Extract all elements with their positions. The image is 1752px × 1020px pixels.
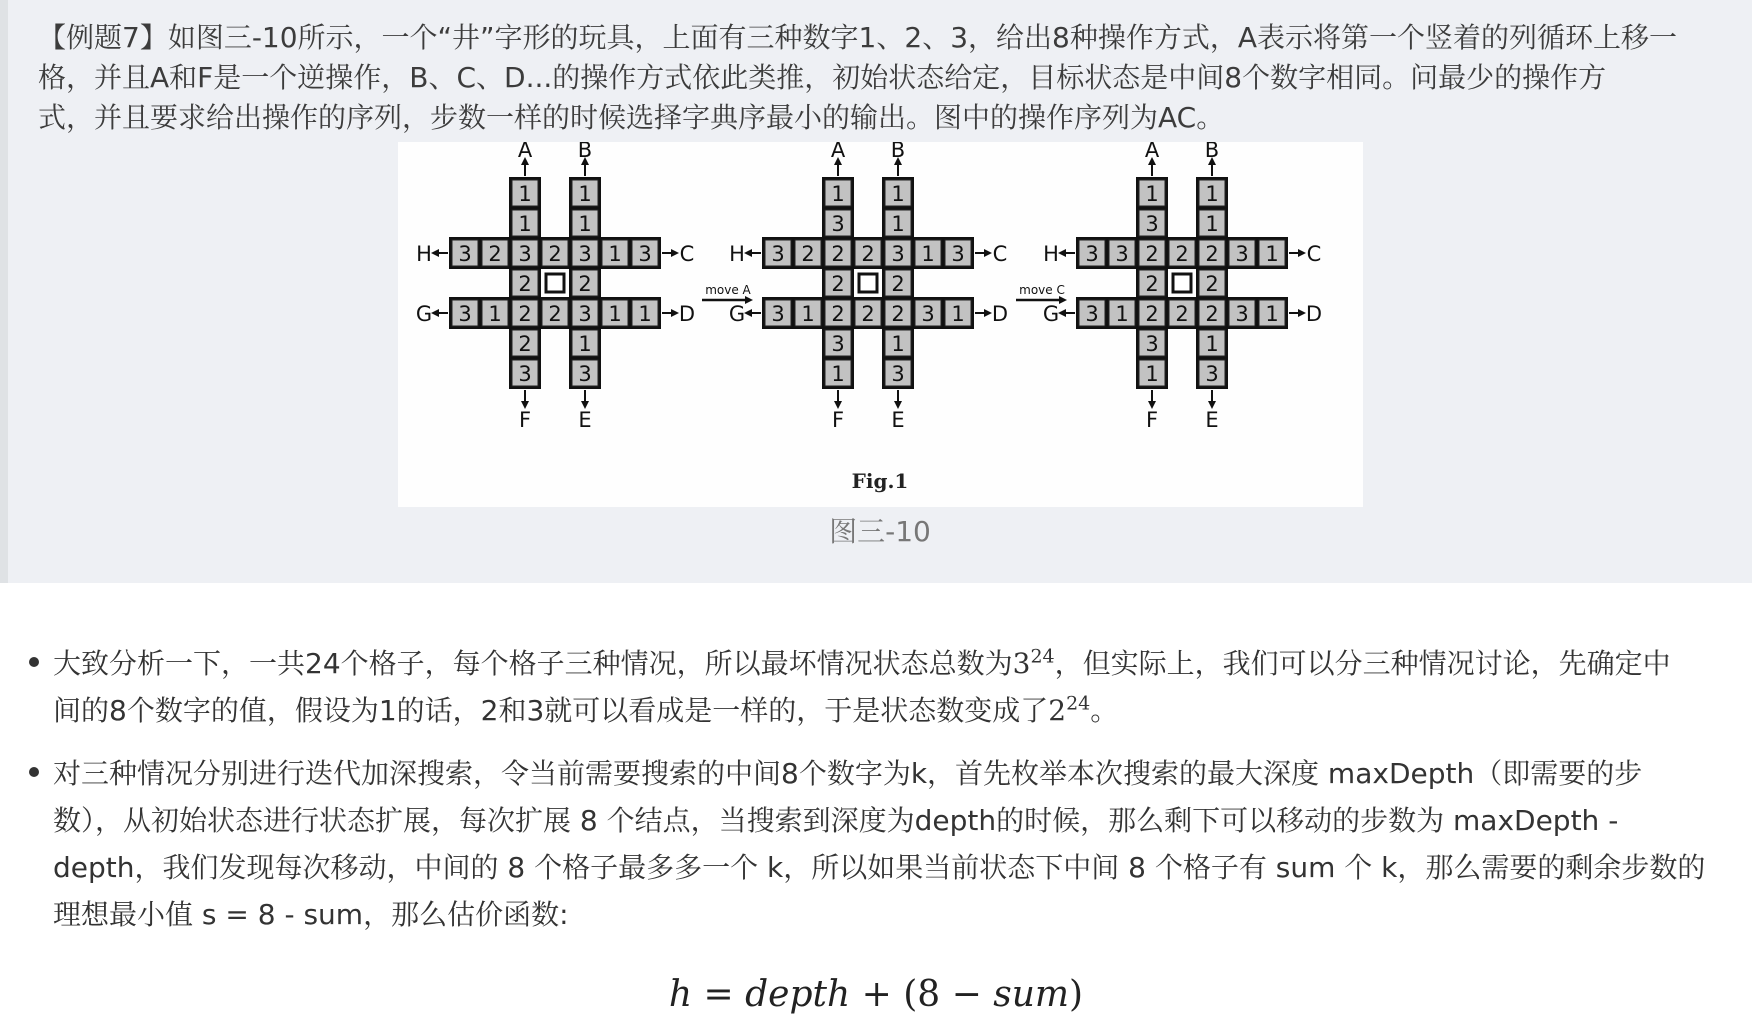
cell-value: 3 — [831, 212, 845, 236]
center-hole — [859, 274, 877, 292]
bullet-dot — [29, 767, 39, 777]
puzzle-board — [416, 142, 695, 432]
cell-value: 2 — [1205, 302, 1219, 326]
move-label: move A — [705, 283, 751, 297]
arrow-label: D — [1305, 302, 1323, 326]
cell-value: 3 — [1235, 242, 1249, 266]
arrow-label: H — [729, 242, 745, 266]
problem-statement — [38, 18, 1738, 138]
cell-value: 2 — [518, 332, 532, 356]
bullet2-line4: 理想最小值 s = 8 - sum，那么估价函数: — [53, 898, 569, 931]
heuristic-formula — [0, 970, 1752, 1020]
cell-value: 2 — [1205, 242, 1219, 266]
cell-value: 1 — [608, 242, 622, 266]
cell-value: 1 — [638, 302, 652, 326]
arrow-label: B — [1204, 142, 1220, 162]
analysis-bullet-1 — [53, 640, 1743, 734]
arrow-label: H — [1043, 242, 1059, 266]
cell-value: 3 — [1145, 212, 1159, 236]
cell-value: 2 — [891, 272, 905, 296]
arrow-label: G — [415, 302, 433, 326]
power-exponent: 24 — [1066, 692, 1091, 715]
move-label: move C — [1019, 283, 1065, 297]
cell-value: 1 — [831, 182, 845, 206]
cell-value: 3 — [891, 362, 905, 386]
cell-value: 3 — [771, 302, 785, 326]
formula-close: ) — [1069, 974, 1084, 1015]
cell-value: 1 — [801, 302, 815, 326]
cell-value: 1 — [951, 302, 965, 326]
center-hole — [1173, 274, 1191, 292]
power-exponent: 24 — [1030, 645, 1055, 668]
cell-value: 3 — [831, 332, 845, 356]
arrow-label: G — [1042, 302, 1060, 326]
cell-value: 2 — [831, 242, 845, 266]
cell-value: 3 — [1085, 302, 1099, 326]
fig-label: Fig.1 — [851, 469, 909, 493]
arrow-label: E — [578, 408, 592, 432]
cell-value: 2 — [861, 302, 875, 326]
arrow-label: F — [1145, 408, 1159, 432]
bullet2-line3: depth，我们发现每次移动，中间的 8 个格子最多多一个 k，所以如果当前状态下中间 8 个格子有 sum 个 k，那么需要的剩余步数的 — [53, 851, 1706, 884]
formula-h: h — [668, 974, 693, 1015]
problem-line-1: 【例题7】如图三-10所示，一个“井”字形的玩具，上面有三种数字1、2、3，给出8种操作方式，A表示将第一个竖着的列循环上移一 — [38, 21, 1677, 54]
cell-value: 1 — [1205, 332, 1219, 356]
cell-value: 1 — [1145, 182, 1159, 206]
formula-sum: sum — [993, 974, 1070, 1015]
cell-value: 2 — [831, 272, 845, 296]
figure-image — [398, 142, 1363, 507]
arrow-label: A — [1144, 142, 1160, 162]
cell-value: 2 — [1205, 272, 1219, 296]
cell-value: 3 — [1085, 242, 1099, 266]
arrow-label: B — [890, 142, 906, 162]
cell-value: 3 — [1115, 242, 1129, 266]
formula-equals: = — [692, 974, 746, 1015]
figure-caption: 图三-10 — [829, 515, 931, 548]
puzzle-board — [1043, 142, 1322, 432]
formula-depth: depth — [745, 974, 851, 1015]
cell-value: 3 — [578, 362, 592, 386]
analysis-bullet-2 — [53, 750, 1743, 938]
cell-value: 2 — [861, 242, 875, 266]
cell-value: 2 — [548, 302, 562, 326]
cell-value: 1 — [831, 362, 845, 386]
formula-plus: + (8 − — [850, 974, 994, 1015]
cell-value: 1 — [518, 182, 532, 206]
cell-value: 1 — [891, 182, 905, 206]
cell-value: 2 — [488, 242, 502, 266]
cell-value: 3 — [578, 302, 592, 326]
cell-value: 2 — [1145, 272, 1159, 296]
cell-value: 1 — [578, 212, 592, 236]
cell-value: 1 — [1265, 242, 1279, 266]
cell-value: 2 — [891, 302, 905, 326]
cell-value: 2 — [1175, 242, 1189, 266]
cell-value: 2 — [801, 242, 815, 266]
cell-value: 3 — [1235, 302, 1249, 326]
blockquote-bar — [0, 0, 8, 583]
cell-value: 3 — [458, 302, 472, 326]
arrow-label: E — [1205, 408, 1219, 432]
arrow-label: C — [1306, 242, 1322, 266]
center-hole — [546, 274, 564, 292]
arrow-label: B — [577, 142, 593, 162]
problem-line-3: 式，并且要求给出操作的序列，步数一样的时候选择字典序最小的输出。图中的操作序列为AC。 — [38, 101, 1225, 134]
cell-value: 1 — [1145, 362, 1159, 386]
cell-value: 3 — [1205, 362, 1219, 386]
cell-value: 3 — [1145, 332, 1159, 356]
arrow-label: E — [891, 408, 905, 432]
bullet-dot — [29, 657, 39, 667]
cell-value: 1 — [488, 302, 502, 326]
bullet1-line2-b: 。 — [1090, 694, 1119, 727]
cell-value: 3 — [771, 242, 785, 266]
cell-value: 2 — [831, 302, 845, 326]
cell-value: 2 — [1145, 302, 1159, 326]
arrow-label: D — [678, 302, 696, 326]
cell-value: 1 — [1265, 302, 1279, 326]
cell-value: 2 — [578, 272, 592, 296]
cell-value: 1 — [1205, 212, 1219, 236]
arrow-label: C — [679, 242, 695, 266]
cell-value: 2 — [518, 302, 532, 326]
cell-value: 1 — [578, 332, 592, 356]
arrow-label: F — [518, 408, 532, 432]
cell-value: 1 — [1205, 182, 1219, 206]
power-base: 2 — [1048, 694, 1067, 727]
cell-value: 2 — [548, 242, 562, 266]
cell-value: 2 — [1175, 302, 1189, 326]
cell-value: 2 — [1145, 242, 1159, 266]
cell-value: 1 — [578, 182, 592, 206]
cell-value: 1 — [891, 332, 905, 356]
arrow-label: C — [992, 242, 1008, 266]
cell-value: 3 — [891, 242, 905, 266]
arrow-label: A — [517, 142, 533, 162]
cell-value: 3 — [518, 242, 532, 266]
bullet1-line1-a: 大致分析一下，一共24个格子，每个格子三种情况，所以最坏情况状态总数为 — [53, 647, 1013, 680]
bullet2-line2: 数），从初始状态进行状态扩展，每次扩展 8 个结点，当搜索到深度为depth的时候，那么剩下可以移动的步数为 maxDepth - — [53, 804, 1619, 837]
cell-value: 3 — [518, 362, 532, 386]
cell-value: 2 — [518, 272, 532, 296]
cell-value: 3 — [458, 242, 472, 266]
arrow-label: D — [991, 302, 1009, 326]
arrow-label: A — [830, 142, 846, 162]
arrow-label: G — [728, 302, 746, 326]
arrow-label: F — [831, 408, 845, 432]
power-base: 3 — [1012, 647, 1031, 680]
cell-value: 1 — [608, 302, 622, 326]
cell-value: 3 — [638, 242, 652, 266]
bullet1-line1-b: ，但实际上，我们可以分三种情况讨论，先确定中 — [1054, 647, 1671, 680]
cell-value: 1 — [518, 212, 532, 236]
bullet1-line2-a: 间的8个数字的值，假设为1的话，2和3就可以看成是一样的，于是状态数变成了 — [53, 694, 1049, 727]
cell-value: 1 — [891, 212, 905, 236]
problem-line-2: 格，并且A和F是一个逆操作，B、C、D...的操作方式依此类推，初始状态给定，目标状态是中间8个数字相同。问最少的操作方 — [38, 61, 1607, 94]
puzzle-board — [729, 142, 1008, 432]
arrow-label: H — [416, 242, 432, 266]
puzzle-figure — [398, 142, 1363, 507]
cell-value: 3 — [921, 302, 935, 326]
bullet2-line1: 对三种情况分别进行迭代加深搜索，令当前需要搜索的中间8个数字为k，首先枚举本次搜索的最大深度 maxDepth（即需要的步 — [53, 757, 1643, 790]
cell-value: 1 — [1115, 302, 1129, 326]
cell-value: 3 — [578, 242, 592, 266]
cell-value: 1 — [921, 242, 935, 266]
cell-value: 3 — [951, 242, 965, 266]
